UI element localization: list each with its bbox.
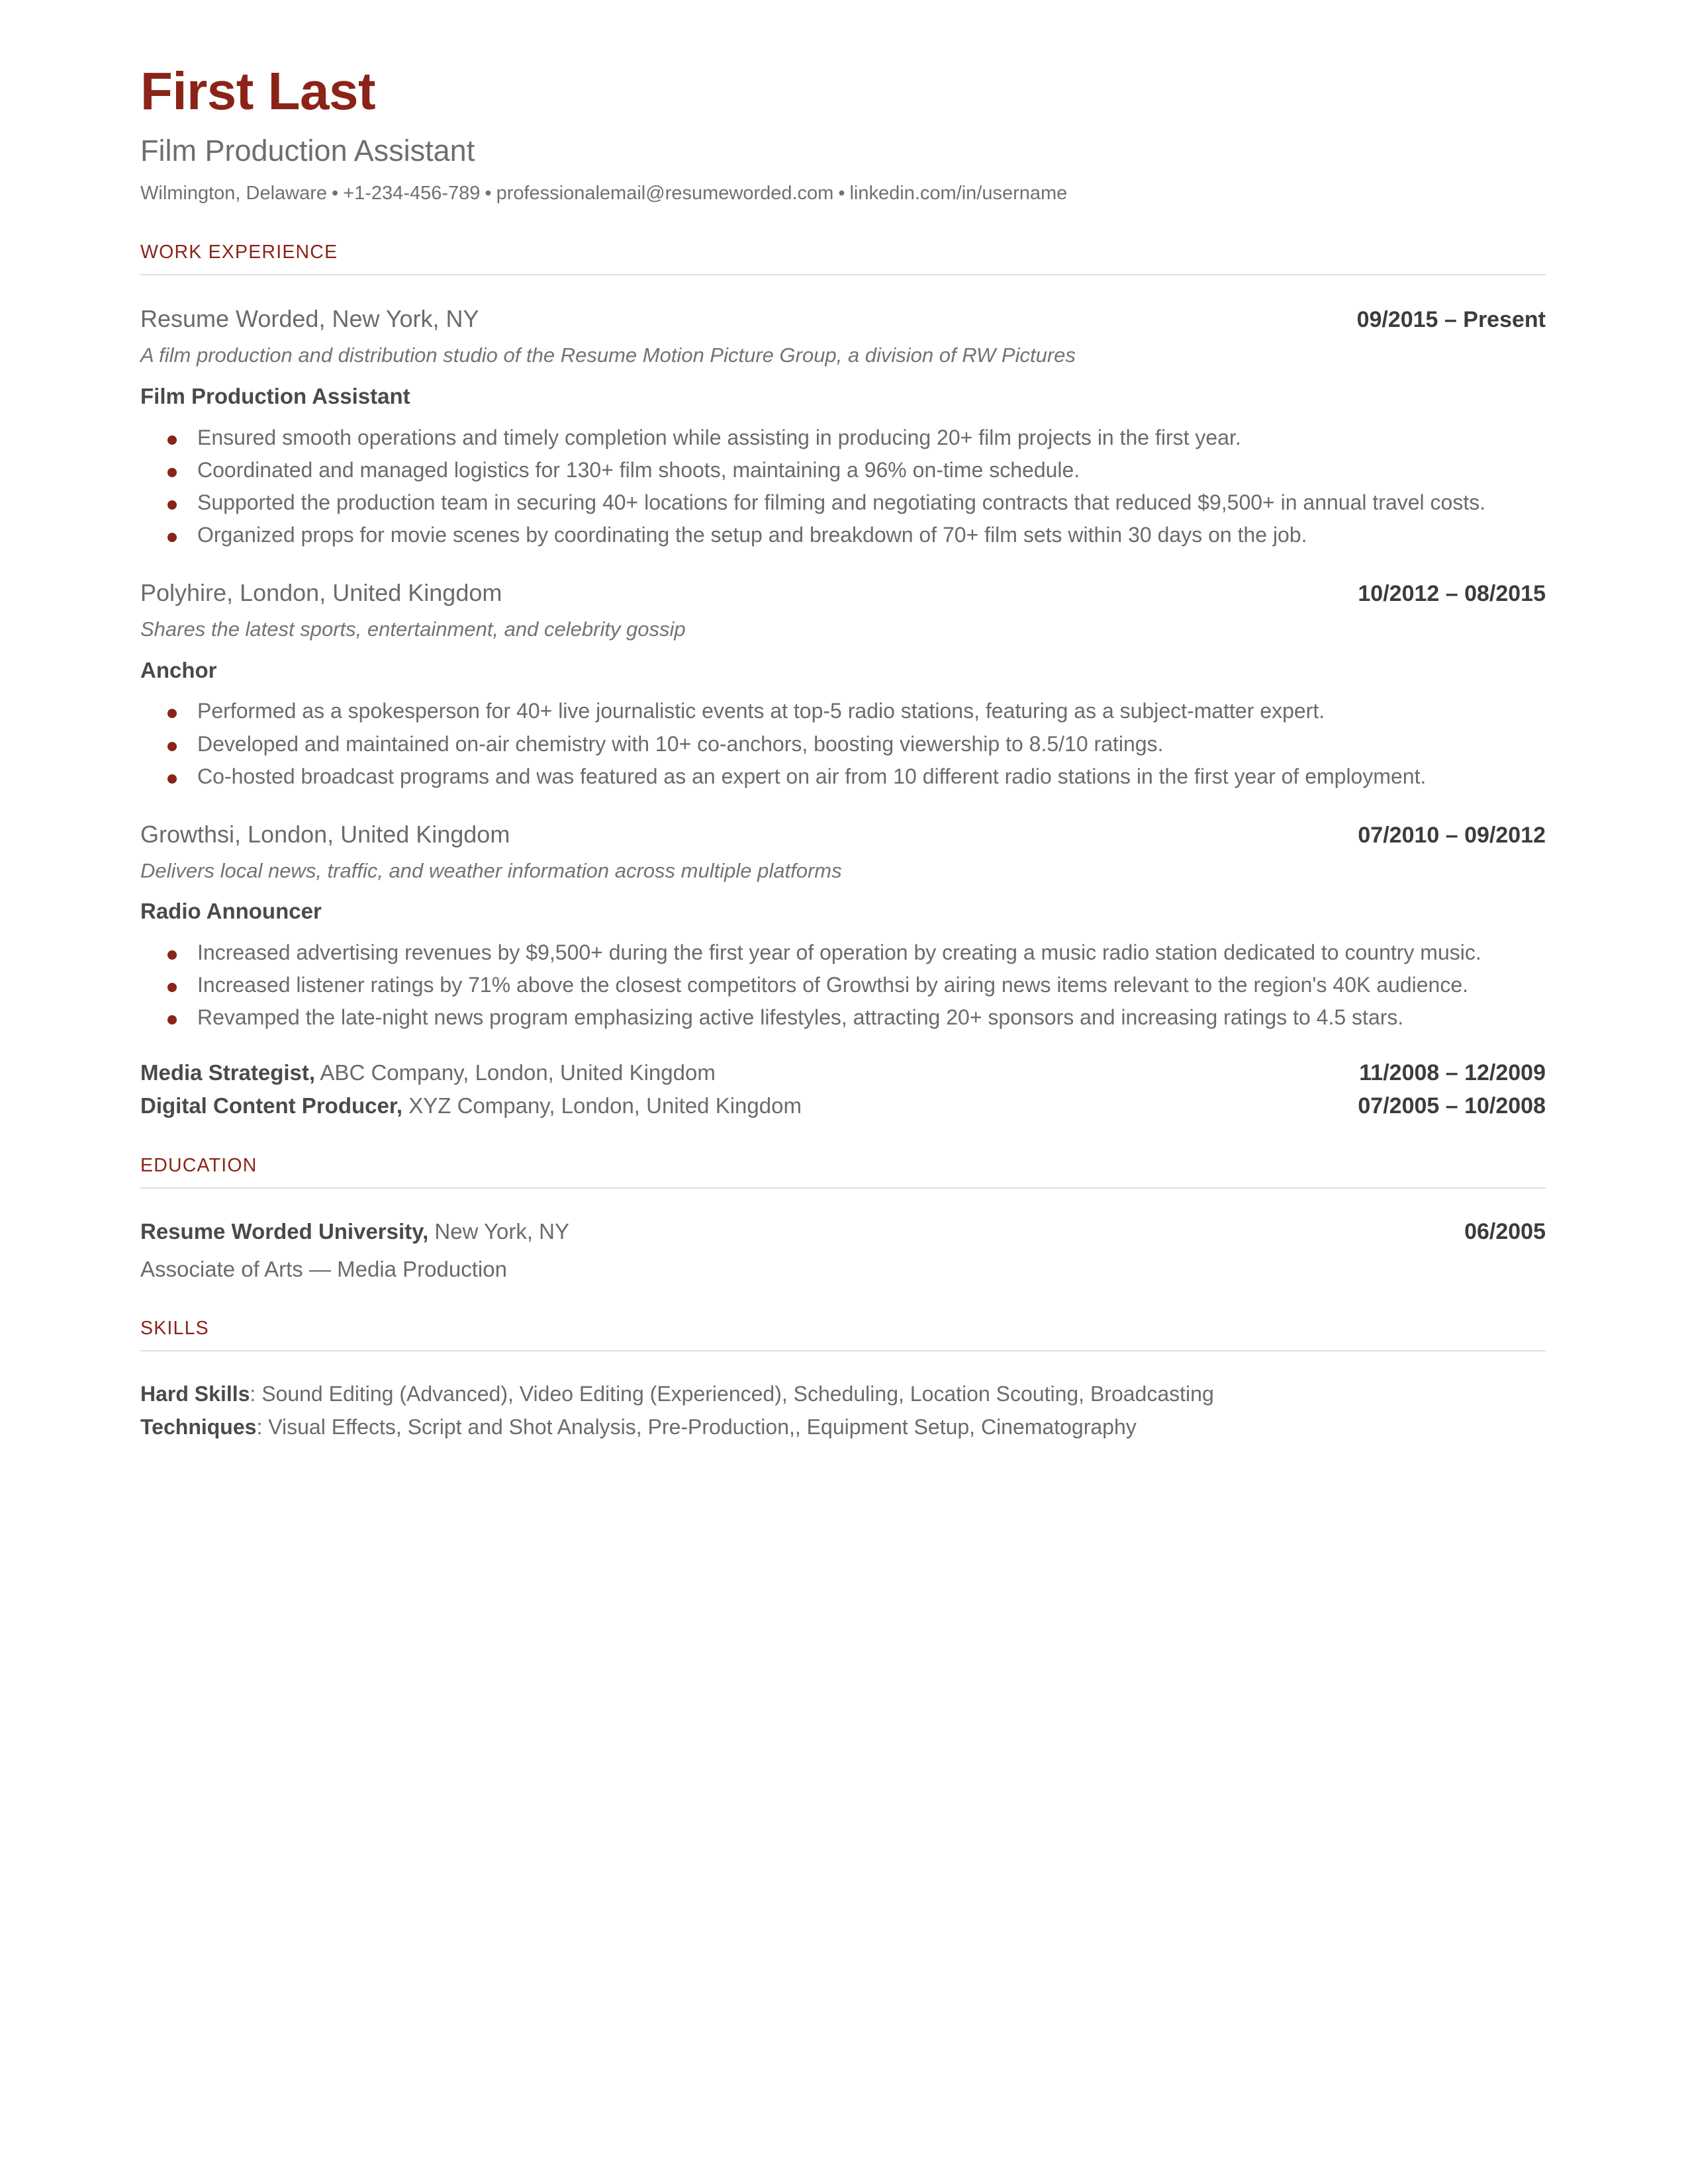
compact-role-title: Digital Content Producer, xyxy=(140,1093,403,1118)
skill-category-values: : Sound Editing (Advanced), Video Editing (Experienced), Scheduling, Location Scouting, Broadcasting xyxy=(250,1381,1214,1406)
work-entry xyxy=(140,820,1546,1032)
work-bullet: Organized props for movie scenes by coordinating the setup and breakdown of 70+ film sets within 30 days on the job. xyxy=(140,520,1546,549)
candidate-headline: Film Production Assistant xyxy=(140,134,475,168)
work-entry-header xyxy=(140,578,1546,608)
section-divider-education xyxy=(140,1187,1546,1189)
skills-body xyxy=(140,1379,1546,1441)
education-school xyxy=(140,1218,569,1245)
contact-separator-1: • xyxy=(332,182,339,204)
compact-role-dates: 11/2008 – 12/2009 xyxy=(1359,1060,1546,1086)
contact-line xyxy=(140,181,1546,206)
compact-role-text xyxy=(140,1058,716,1087)
work-role-title: Film Production Assistant xyxy=(140,384,410,409)
work-company: Resume Worded, New York, NY xyxy=(140,305,479,333)
work-bullet: Supported the production team in securing 40+ locations for filming and negotiating contracts that reduced $9,500+ in annual travel costs. xyxy=(140,488,1546,517)
education-degree: Associate of Arts — Media Production xyxy=(140,1257,507,1282)
compact-role-text xyxy=(140,1091,802,1120)
compact-role-detail: XYZ Company, London, United Kingdom xyxy=(402,1093,802,1118)
section-work-experience xyxy=(140,242,1546,1120)
section-skills xyxy=(140,1318,1546,1441)
education-school-location: New York, NY xyxy=(428,1218,570,1244)
compact-role-list xyxy=(140,1058,1546,1120)
work-entry-header xyxy=(140,304,1546,334)
work-entry xyxy=(140,578,1546,791)
work-bullet: Increased advertising revenues by $9,500+ during the first year of operation by creating a music radio station dedicated to country music. xyxy=(140,938,1546,967)
contact-email[interactable]: professionalemail@resumeworded.com xyxy=(496,182,834,204)
work-company-blurb: Shares the latest sports, entertainment, and celebrity gossip xyxy=(140,617,686,641)
work-company: Growthsi, London, United Kingdom xyxy=(140,820,510,848)
contact-phone[interactable]: +1-234-456-789 xyxy=(343,182,481,204)
work-dates: 10/2012 – 08/2015 xyxy=(1358,581,1546,607)
compact-role-row xyxy=(140,1091,1546,1120)
work-bullet: Co-hosted broadcast programs and was featured as an expert on air from 10 different radio stations in the first year of employment. xyxy=(140,762,1546,791)
work-company-blurb: A film production and distribution studio of the Resume Motion Picture Group, a division of RW Pictures xyxy=(140,343,1076,367)
section-divider-skills xyxy=(140,1350,1546,1351)
skill-line xyxy=(140,1379,1546,1408)
work-entry xyxy=(140,304,1546,549)
section-education xyxy=(140,1155,1546,1283)
compact-role-detail: ABC Company, London, United Kingdom xyxy=(315,1060,716,1085)
section-heading-education: EDUCATION xyxy=(140,1154,258,1176)
work-dates: 07/2010 – 09/2012 xyxy=(1358,822,1546,848)
section-divider-work xyxy=(140,274,1546,275)
section-heading-skills: SKILLS xyxy=(140,1317,209,1339)
compact-role-dates: 07/2005 – 10/2008 xyxy=(1358,1093,1546,1118)
education-entry xyxy=(140,1218,1546,1283)
contact-separator-3: • xyxy=(838,182,845,204)
skill-category-label: Hard Skills xyxy=(140,1381,250,1406)
skill-category-values: : Visual Effects, Script and Shot Analysis, Pre-Production,, Equipment Setup, Cinematography xyxy=(256,1414,1137,1439)
work-company-blurb: Delivers local news, traffic, and weather information across multiple platforms xyxy=(140,858,842,882)
work-bullet-list xyxy=(140,938,1546,1032)
work-bullet: Developed and maintained on-air chemistry with 10+ co-anchors, boosting viewership to 8.5/10 ratings. xyxy=(140,729,1546,758)
section-heading-work: WORK EXPERIENCE xyxy=(140,242,338,263)
work-dates: 09/2015 – Present xyxy=(1356,307,1546,333)
contact-linkedin[interactable]: linkedin.com/in/username xyxy=(849,182,1068,204)
skill-category-label: Techniques xyxy=(140,1414,257,1439)
work-entry-header xyxy=(140,820,1546,849)
work-bullet: Revamped the late-night news program emphasizing active lifestyles, attracting 20+ sponsors and increasing ratings to 4.5 stars. xyxy=(140,1003,1546,1032)
resume-header xyxy=(140,63,1546,206)
work-bullet: Performed as a spokesperson for 40+ live journalistic events at top-5 radio stations, featuring as a subject-matter expert. xyxy=(140,696,1546,725)
candidate-name: First Last xyxy=(140,62,376,120)
skill-line xyxy=(140,1412,1546,1441)
compact-role-row xyxy=(140,1058,1546,1087)
work-company: Polyhire, London, United Kingdom xyxy=(140,579,502,607)
compact-role-title: Media Strategist, xyxy=(140,1060,316,1085)
education-school-name: Resume Worded University, xyxy=(140,1218,429,1244)
contact-separator-2: • xyxy=(485,182,492,204)
work-role-title: Radio Announcer xyxy=(140,899,322,924)
work-role-title: Anchor xyxy=(140,657,217,682)
work-bullet-list xyxy=(140,423,1546,550)
contact-location: Wilmington, Delaware xyxy=(140,182,328,204)
work-bullet: Coordinated and managed logistics for 130+ film shoots, maintaining a 96% on-time schedule. xyxy=(140,455,1546,484)
education-dates: 06/2005 xyxy=(1464,1218,1546,1244)
education-entry-header xyxy=(140,1218,1546,1246)
work-bullet: Increased listener ratings by 71% above the closest competitors of Growthsi by airing news items relevant to the region's 40K audience. xyxy=(140,970,1546,999)
work-bullet-list xyxy=(140,696,1546,790)
work-bullet: Ensured smooth operations and timely completion while assisting in producing 20+ film projects in the first year. xyxy=(140,423,1546,452)
